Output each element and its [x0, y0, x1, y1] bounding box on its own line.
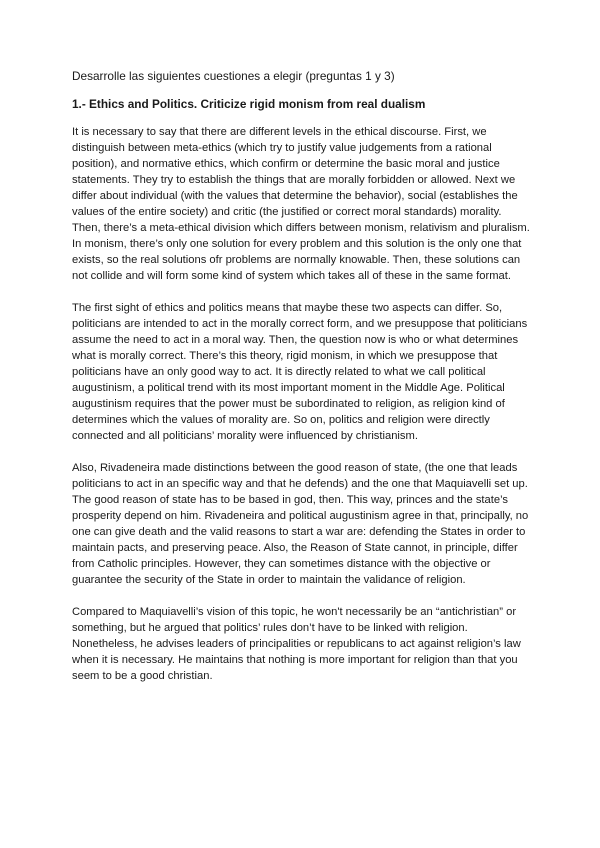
document-page: [72, 68, 530, 700]
exam-instruction: Desarrolle las siguientes cuestiones a elegir (preguntas 1 y 3): [72, 69, 395, 83]
paragraph-1: It is necessary to say that there are different levels in the ethical discourse. First, we distinguish between meta-ethics (which try to justify value judgements from a rational position), and normative ethics, which confirm or determine the basic moral and justice statements. They try to establish the things that are morally forbidden or allowed. Next we differ about individual (with the values that determine the behavior), social (establishes the values of the entire society) and critic (the justified or correct moral standards) morality. Then, there’s a meta-ethical division which differs between monism, relativism and pluralism. In monism, there’s only one solution for every problem and this solution is the only one that exists, so the real solutions ofr problems are normally knowable. Then, these solutions can not collide and will form some kind of system which takes all of these in the same format.: [72, 126, 530, 282]
paragraph-4: Compared to Maquiavelli’s vision of this topic, he won't necessarily be an “antichristian” or something, but he argued that politics’ rules don’t have to be linked with religion. Nonetheless, he advises leaders of principalities or republicans to act against religion’s law when it is necessary. He maintains that nothing is more important for religion than that you seem to be a good christian.: [72, 606, 521, 682]
section-heading: 1.- Ethics and Politics. Criticize rigid monism from real dualism: [72, 97, 426, 111]
paragraph-3: Also, Rivadeneira made distinctions between the good reason of state, (the one that leads politicians to act in an specific way and that he defends) and the one that Maquiavelli set up. The good reason of state has to be based in god, then. This way, princes and the state’s prosperity depend on him. Rivadeneira and political augustinism agree in that, principally, no one can give death and the valid reasons to start a war are: defending the States in order to maintain pacts, and preserving peace. Also, the Reason of State cannot, in principle, differ from Catholic principles. However, they can sometimes distance with the objective or guarantee the security of the State in order to maintain the validance of religion.: [72, 462, 529, 586]
paragraph-2: The first sight of ethics and politics means that maybe these two aspects can differ. So, politicians are intended to act in the morally correct form, and we presuppose that politicians assume the need to act in a moral way. Then, the question now is who or what determines what is morally correct. There’s this theory, rigid monism, in which we presuppose that politicians have an only good way to act. It is directly related to what we call political augustinism, a political trend with its most important moment in the Middle Age. Political augustinism requires that the power must be subordinated to religion, as religion kind of determines which the values of morality are. So on, politics and religion were directly connected and all politicians’ morality were influenced by christianism.: [72, 302, 528, 442]
